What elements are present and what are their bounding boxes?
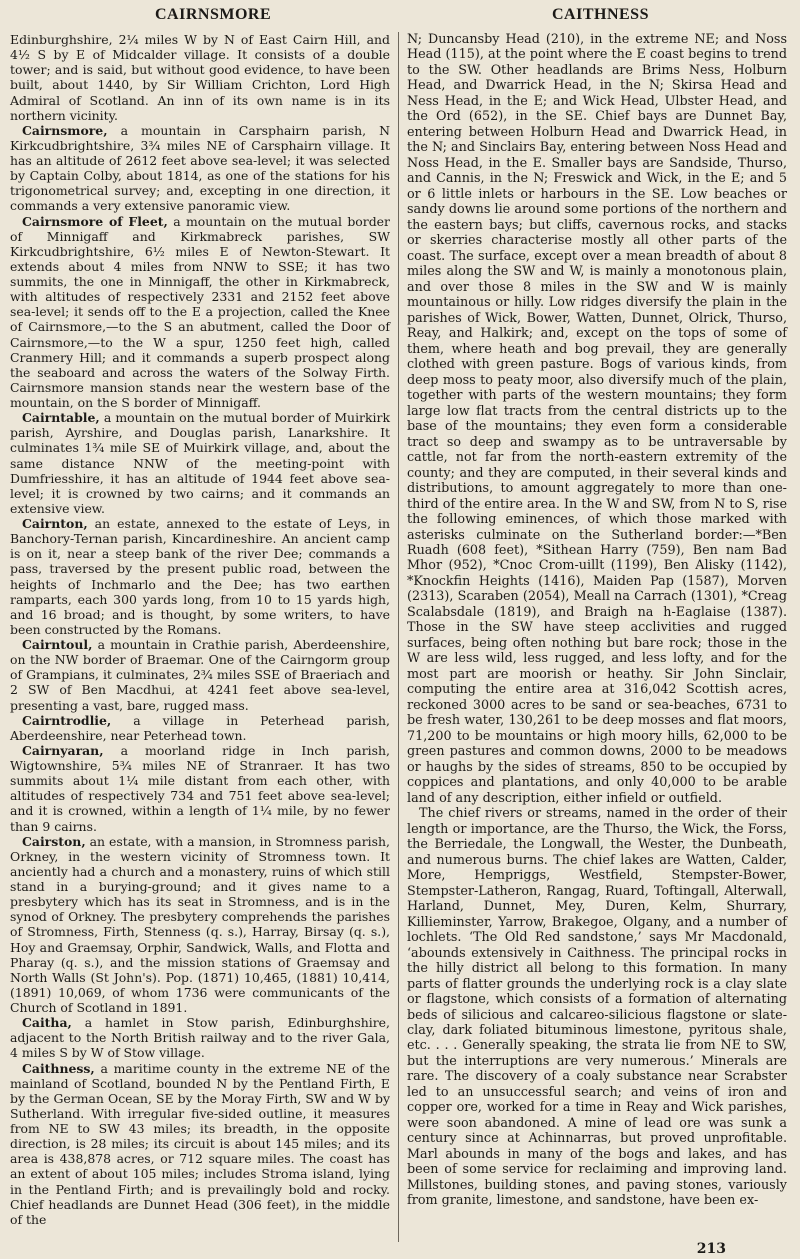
entry-headword: Caithness, [22, 1060, 95, 1076]
entry-headword: Cairnsmore of Fleet, [22, 213, 168, 229]
left-column [10, 32, 390, 1227]
entry-cairnton [10, 516, 390, 637]
entry-cairston [10, 834, 390, 1016]
running-header-left: CAIRNSMORE [155, 6, 272, 23]
entry-caitha [10, 1015, 390, 1060]
entry-text: a mountain on the mutual border of Minnigaff and Kirkmabreck parishes, SW Kirkcudbrightshire, 6½ miles E of Newton-Stewart. It extends about 4 miles from NNW to SSE; it has two summits, the one in Minnigaff, the other in Kirkmabreck, with altitudes of respectively 2331 and 2152 feet above sea-level; it sends off to the E a projection, called the Knee of Cairnsmore,—to the S an abutment, called the Door of Cairnsmore,—to the W a spur, 1250 feet high, called Cranmery Hill; and it commands a superb prospect along the seaboard and across the waters of the Solway Firth. Cairnsmore mansion stands near the western base of the mountain, on the S border of Minnigaff. [10, 213, 390, 410]
entry-headword: Cairntable, [22, 410, 100, 426]
entry-headword: Cairntoul, [22, 637, 93, 652]
entry-paragraph [407, 806, 787, 1209]
entry-text: The chief rivers or streams, named in the order of their length or importance, are the Thurso, the Wick, the Forss, the Berriedale, the Longwall, the Wester, the Dunbeath, and numerous burns. The chief lakes are Watten, Calder, More, Hempriggs, Westfield, Stempster-Bower, Stempster-Latheron, Rangag, Ruard, Toftingall, Alterwall, Harland, Dunnet, Mey, Duren, Kelm, Shurrary, Killieminster, Yarrow, Brakegoe, Olgany, and a number of lochlets. ‘The Old Red sandstone,’ says Mr Macdonald, ‘abounds extensively in Caithness. The principal rocks in the hilly district all belong to this formation. In many parts of flatter grounds the underlying rock is a clay slate or flagstone, which consists of a formation of alternating beds of silicious and calcareo-silicious flagstone or slate-clay, dark foliated bituminous limestone, pyritous shale, etc. . . . Generally speaking, the strata lie from NE to SW, but the interruptions are very numerous.’ Minerals are rare. The discovery of a coaly substance near Scrabster led to an unsuccessful search; and veins of iron and copper ore, worked for a time in Reay and Wick parishes, were soon abandoned. A mine of lead ore was sunk a century since at Achinnarras, but proved unprofitable. Marl abounds in many of the bogs and lakes, and has been of some service for reclaiming and improving land. Millstones, building stones, and paving stones, variously from granite, limestone, and sandstone, have been ex- [407, 806, 787, 1209]
entry-text: an estate, annexed to the estate of Leys, in Banchory-Ternan parish, Kincardineshire. An ancient camp is on it, near a steep bank of the river Dee; commands a pass, traversed by the present public road, between the heights of Inchmarlo and the Dee; has two earthen ramparts, each 300 yards long, from 10 to 15 yards high, and 16 broad; and is thought, by some writers, to have been constructed by the Romans. [10, 516, 390, 637]
entry-continuation [407, 32, 787, 806]
entry-text: a mountain in Carsphairn parish, N Kirkcudbrightshire, 3¾ miles NE of Carsphairn village. It has an altitude of 2612 feet above sea-level; it was selected by Captain Colby, about 1814, as one of the stations for his trigonometrical survey; and, excepting in one direction, it commands a very extensive panoramic view. [10, 122, 390, 214]
page-number: 213 [696, 1241, 726, 1257]
entry-cairntable [10, 410, 390, 516]
running-header-right: CAITHNESS [552, 6, 649, 23]
entry-text: a mountain in Crathie parish, Aberdeenshire, on the NW border of Braemar. One of the Cairngorm group of Grampians, it culminates, 2¾ miles SSE of Braeriach and 2 SW of Ben Macdhui, at 4241 feet above sea-level, presenting a vast, bare, rugged mass. [10, 637, 390, 713]
entry-continuation [10, 32, 390, 123]
entry-headword: Cairnyaran, [22, 742, 104, 758]
entry-text: a mountain on the mutual border of Muirkirk parish, Ayrshire, and Douglas parish, Lanarkshire. It culminates 1¾ mile SE of Muirkirk village, and, about the same distance NNW of the meeting-point with Dumfriesshire, it has an altitude of 1944 feet above sea-level; it is crowned by two cairns; and it commands an extensive view. [10, 410, 390, 516]
entry-text: a village in Peterhead parish, Aberdeenshire, near Peterhead town. [10, 712, 390, 743]
entry-text: a moorland ridge in Inch parish, Wigtownshire, 5¾ miles NE of Stranraer. It has two summits about 1¼ mile distant from each other, with altitudes of respectively 734 and 751 feet above sea-level; and it is crowned, within a length of 1¼ mile, by no fewer than 9 cairns. [10, 742, 390, 834]
entry-cairnsmore [10, 123, 390, 214]
entry-headword: Caitha, [22, 1015, 72, 1031]
entry-cairntrodlie [10, 713, 390, 743]
entry-text: a maritime county in the extreme NE of the mainland of Scotland, bounded N by the Pentland Firth, E by the German Ocean, SE by the Moray Firth, SW and W by Sutherland. With irregular five-sided outline, it measures from NE to SW 43 miles; its breadth, in the opposite direction, is 28 miles; its circuit is about 145 miles; and its area is 438,878 acres, or 712 square miles. The coast has an extent of about 105 miles; includes Stroma island, lying in the Pentland Firth; and is prevailingly bold and rocky. Chief headlands are Dunnet Head (306 feet), in the middle of the [10, 1060, 390, 1227]
entry-headword: Cairntrodlie, [22, 712, 112, 728]
entry-text: a hamlet in Stow parish, Edinburghshire, adjacent to the North British railway and to the river Gala, 4 miles S by W of Stow village. [10, 1015, 390, 1061]
entry-text: an estate, with a mansion, in Stromness parish, Orkney, in the western vicinity of Stromness town. It anciently had a church and a monastery, ruins of which still stand in a burying-ground; and it gives name to a presbytery which has its seat in Stromness, and is in the synod of Orkney. The presbytery comprehends the parishes of Stromness, Firth, Stenness (q. s.), Harray, Birsay (q. s.), Hoy and Graemsay, Orphir, Sandwick, Walls, and Flotta and Pharay (q. s.), and the mission stations of Graemsay and North Walls (St John's). Pop. (1871) 10,465, (1881) 10,414, (1891) 10,069, of whom 1736 were communicants of the Church of Scotland in 1891. [10, 833, 390, 1015]
entry-headword: Cairston, [22, 833, 86, 849]
entry-headword: Cairnton, [22, 516, 88, 531]
entry-text: N; Duncansby Head (210), in the extreme NE; and Noss Head (115), at the point where the E coast begins to trend to the SW. Other headlands are Brims Ness, Holburn Head, and Dwarrick Head, in the N; Skirsa Head and Ness Head, in the E; and Wick Head, Ulbster Head, and the Ord (652), in the SE. Chief bays are Dunnet Bay, entering between Holburn Head and Dwarrick Head, in the N; and Sinclairs Bay, entering between Noss Head and Noss Head, in the E. Smaller bays are Sandside, Thurso, and Cannis, in the N; Freswick and Wick, in the E; and 5 or 6 little inlets or harbours in the SE. Low beaches or sandy downs lie around some portions of the northern and the eastern bays; but cliffs, cavernous rocks, and stacks or skerries characterise mostly all other parts of the coast. The surface, except over a mean breadth of about 8 miles along the SW and W, is mainly a monotonous plain, and over those 8 miles in the SW and W is mainly mountainous or hilly. Low ridges diversify the plain in the parishes of Wick, Bower, Watten, Dunnet, Olrick, Thurso, Reay, and Halkirk; and, except on the tops of some of them, where heath and bog prevail, they are generally clothed with green pasture. Bogs of various kinds, from deep moss to peaty moor, also diversify much of the plain, together with parts of the western mountains; they form large low flat tracts from the central districts up to the base of the mountains; they even form a considerable tract so deep and swampy as to be untraversable by cattle, not far from the north-eastern extremity of the county; and they are computed, in their several kinds and distributions, to amount aggregately to more than one-third of the entire area. In the W and SW, from N to S, rise the following eminences, of which those marked with asterisks culminate on the Sutherland border:—*Ben Ruadh (608 feet), *Sithean Harry (759), Ben nam Bad Mhor (952), *Cnoc Crom-uillt (1199), Ben Alisky (1142), *Knockfin Heights (1416), Maiden Pap (1587), Morven (2313), Scaraben (2054), Meall na Carrach (1301), *Creag Scalabsdale (1819), and Braigh na h-Eaglaise (1387). Those in the SW have steep acclivities and rugged surfaces, being often nothing but bare rock; those in the W are less wild, less rugged, and less lofty, and for the most part are moorish or heathy. Sir John Sinclair, computing the entire area at 316,042 Scottish acres, reckoned 3000 acres to be sand or sea-beaches, 6731 to be fresh water, 130,261 to be deep mosses and flat moors, 71,200 to be mountains or high moory hills, 62,000 to be green pastures and common downs, 2000 to be meadows or haughs by the sides of streams, 850 to be occupied by coppices and plantations, and only 40,000 to be arable land of any description, either infield or outfield. [407, 32, 787, 806]
entry-cairnyaran [10, 743, 390, 834]
entry-cairnsmore-of-fleet [10, 214, 390, 411]
entry-text: Edinburghshire, 2¼ miles W by N of East Cairn Hill, and 4½ S by E of Midcalder village. It consists of a double tower; and is said, but without good evidence, to have been built, about 1440, by Sir William Crichton, Lord High Admiral of Scotland. An inn of its own name is in its northern vicinity. [10, 32, 390, 123]
entry-cairntoul [10, 637, 390, 713]
column-rule [398, 32, 399, 1242]
entry-headword: Cairnsmore, [22, 122, 108, 138]
entry-caithness [10, 1061, 390, 1227]
right-column [407, 32, 787, 1209]
